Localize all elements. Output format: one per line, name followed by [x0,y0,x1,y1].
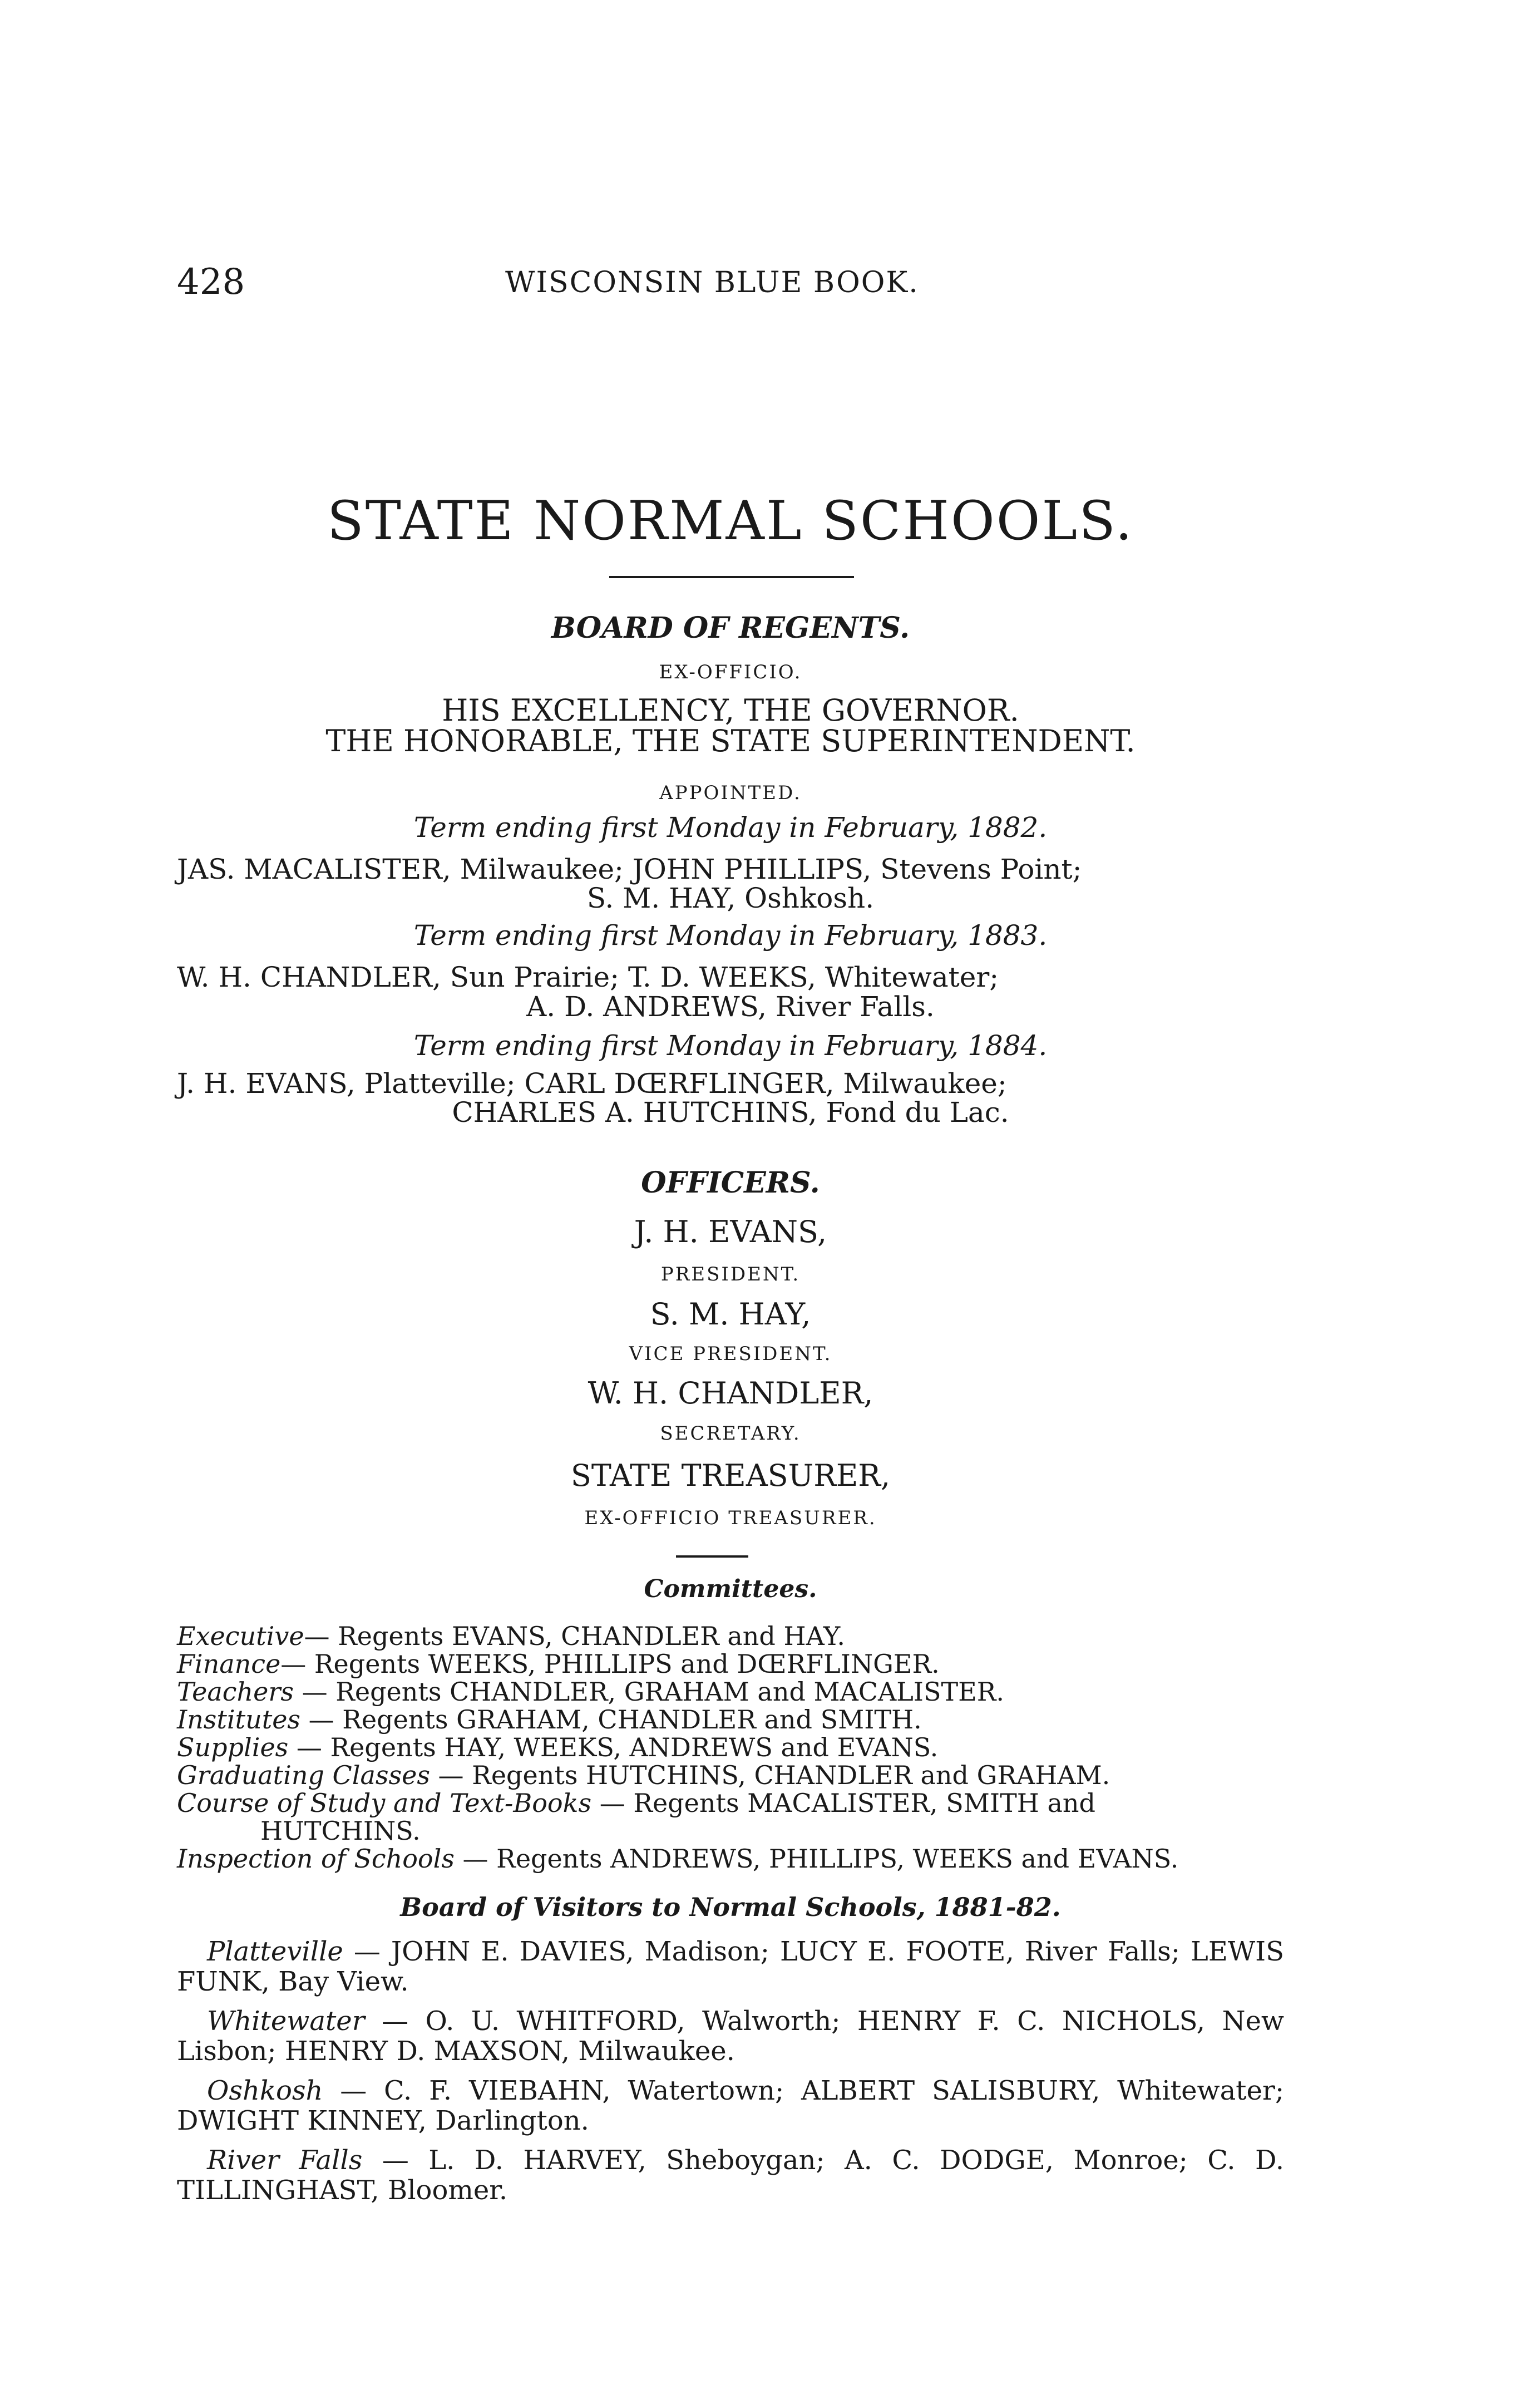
visitor-school: Platteville [207,1936,343,1967]
officer-name: J. H. EVANS, [634,1214,827,1249]
officer-role: EX-OFFICIO TREASURER. [584,1507,877,1529]
term-line: JAS. MACALISTER, Milwaukee; JOHN PHILLIPS, Stevens Point; [177,853,1082,885]
title-divider [609,576,854,578]
committee-entry [177,1789,1284,1817]
committee-entry [177,1761,1284,1789]
committee-name: Teachers [177,1677,294,1707]
officer-role: VICE PRESIDENT. [629,1343,832,1365]
section-divider [676,1555,748,1558]
visitor-members: — O. U. WHITFORD, Walworth; HENRY F. C. NICHOLS, New Lisbon; HENRY D. MAXSON, Milwaukee. [177,2006,1284,2067]
committee-name: Supplies [177,1732,289,1762]
page-title: STATE NORMAL SCHOOLS. [327,490,1134,552]
term-line: S. M. HAY, Oshkosh. [586,882,875,914]
board-heading: BOARD OF REGENTS. [551,611,910,645]
officer-name: S. M. HAY, [650,1297,811,1332]
committee-entry [177,1678,1284,1706]
visitor-entry [177,2076,1284,2136]
term-heading: Term ending first Monday in February, 1884. [413,1029,1048,1062]
officer-role: PRESIDENT. [660,1263,801,1285]
officer-role: SECRETARY. [660,1422,801,1445]
committee-members: — Regents HUTCHINS, CHANDLER and GRAHAM. [430,1760,1110,1790]
ex-officio-line: THE HONORABLE, THE STATE SUPERINTENDENT. [325,723,1136,758]
officers-heading: OFFICERS. [641,1166,820,1200]
committee-name: Inspection of Schools [177,1844,455,1874]
term-heading: Term ending first Monday in February, 1883. [413,919,1048,952]
visitor-entry [177,1937,1284,1997]
visitor-members: — C. F. VIEBAHN, Watertown; ALBERT SALISBURY, Whitewater; DWIGHT KINNEY, Darlington. [177,2075,1284,2136]
visitor-entry [177,2006,1284,2066]
committee-entry [177,1706,1284,1733]
page-number: 428 [177,262,245,303]
committee-name: Graduating Classes [177,1760,430,1790]
visitor-school: River Falls [207,2145,363,2176]
committee-name: Institutes [177,1705,301,1735]
appointed-label: APPOINTED. [659,782,802,804]
committee-members: — Regents MACALISTER, SMITH and [591,1788,1095,1818]
committee-members: — Regents HAY, WEEKS, ANDREWS and EVANS. [288,1732,939,1762]
visitors-heading: Board of Visitors to Normal Schools, 1881-82. [400,1892,1061,1922]
visitor-members: — JOHN E. DAVIES, Madison; LUCY E. FOOTE, River Falls; LEWIS FUNK, Bay View. [177,1936,1284,1997]
committee-members: — Regents GRAHAM, CHANDLER and SMITH. [300,1705,922,1735]
committee-name: Course of Study and Text-Books [177,1788,592,1818]
visitor-school: Whitewater [207,2006,365,2037]
term-line: A. D. ANDREWS, River Falls. [526,991,935,1023]
committee-list [177,1622,1284,1873]
committee-members: — Regents ANDREWS, PHILLIPS, WEEKS and EVANS. [454,1844,1179,1874]
committee-entry [177,1733,1284,1761]
visitor-school: Oshkosh [207,2075,323,2106]
committee-entry [177,1845,1284,1873]
committee-members: — Regents EVANS, CHANDLER and HAY. [304,1621,845,1651]
committee-entry-continuation [177,1817,1284,1845]
officer-name: STATE TREASURER, [570,1458,891,1493]
committee-members: — Regents CHANDLER, GRAHAM and MACALISTER. [293,1677,1005,1707]
ex-officio-line: HIS EXCELLENCY, THE GOVERNOR. [442,693,1019,728]
ex-officio-label: EX-OFFICIO. [659,661,802,683]
committee-name: Finance [177,1649,281,1679]
committee-members: HUTCHINS. [260,1816,421,1846]
officer-name: W. H. CHANDLER, [588,1376,873,1411]
term-line: J. H. EVANS, Platteville; CARL DŒRFLINGER, Milwaukee; [177,1067,1007,1100]
committees-heading: Committees. [644,1575,817,1603]
committee-entry [177,1622,1284,1650]
committee-name: Executive [177,1621,304,1651]
visitor-entry [177,2145,1284,2205]
visitor-members: — L. D. HARVEY, Sheboygan; A. C. DODGE, Monroe; C. D. TILLINGHAST, Bloomer. [177,2145,1285,2206]
committee-members: — Regents WEEKS, PHILLIPS and DŒRFLINGER. [280,1649,940,1679]
term-heading: Term ending first Monday in February, 1882. [413,811,1048,844]
committee-entry [177,1650,1284,1678]
term-line: CHARLES A. HUTCHINS, Fond du Lac. [452,1096,1009,1129]
term-line: W. H. CHANDLER, Sun Prairie; T. D. WEEKS, Whitewater; [177,961,999,993]
page-header [177,262,1290,306]
running-head: WISCONSIN BLUE BOOK. [505,266,919,299]
